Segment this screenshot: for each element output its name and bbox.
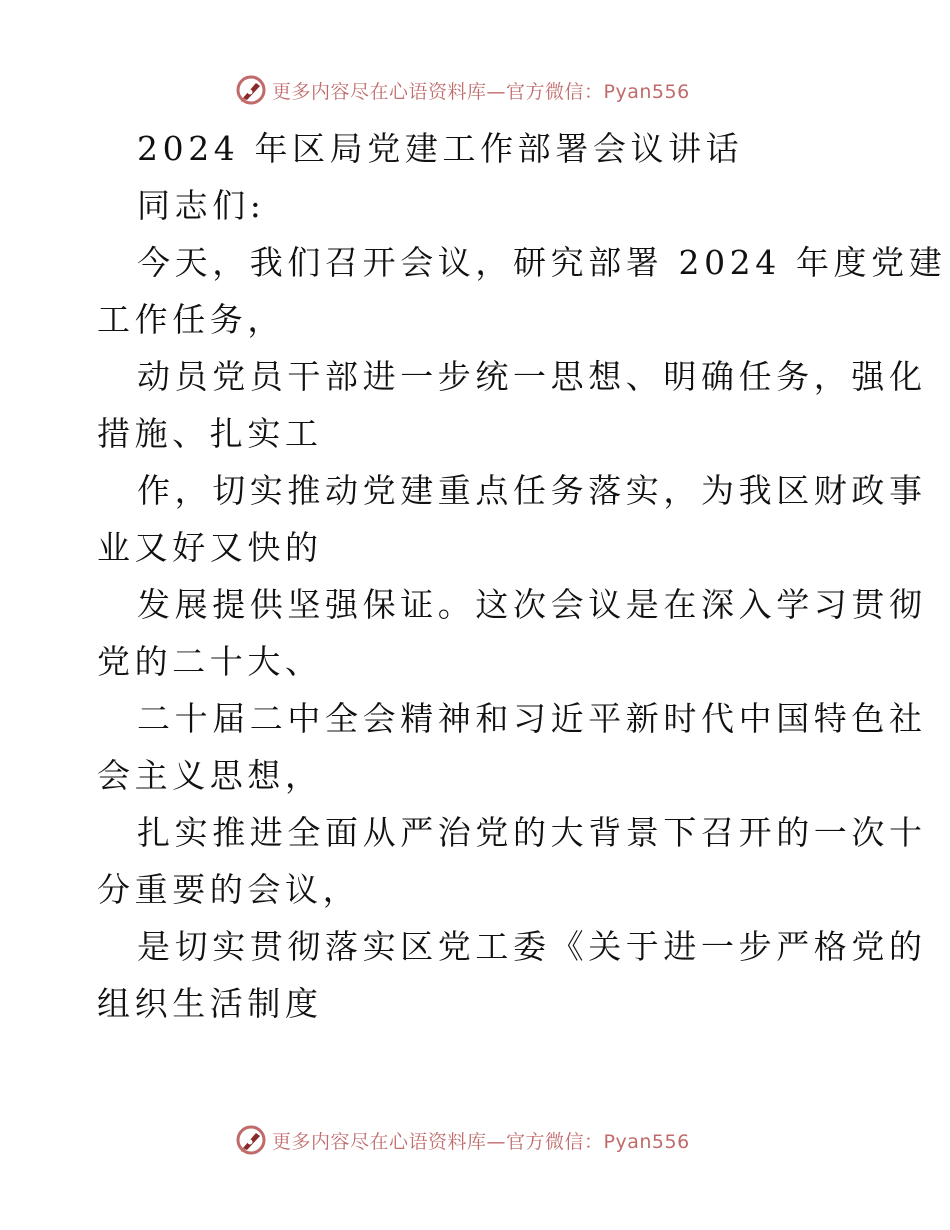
text-line: 组织生活制度 (97, 984, 323, 1023)
pen-logo-icon (234, 1123, 268, 1157)
text-line: 业又好又快的 (97, 528, 323, 567)
text-line: 发展提供坚强保证。这次会议是在深入学习贯彻 (137, 585, 927, 624)
pen-logo-icon (234, 73, 268, 107)
header-watermark (234, 72, 690, 108)
text-line: 动员党员干部进一步统一思想、明确任务，强化 (137, 357, 927, 396)
watermark-text: 更多内容尽在心语资料库—官方微信：Pyan556 (272, 80, 690, 103)
text-line: 是切实贯彻落实区党工委《关于进一步严格党的 (137, 927, 927, 966)
text-line: 分重要的会议， (97, 870, 361, 909)
text-line: 二十届二中全会精神和习近平新时代中国特色社 (137, 699, 927, 738)
text-line: 同志们: (137, 186, 266, 225)
text-line: 扎实推进全面从严治党的大背景下召开的一次十 (137, 813, 927, 852)
watermark-text: 更多内容尽在心语资料库—官方微信：Pyan556 (272, 1130, 690, 1153)
text-line: 会主义思想， (97, 756, 323, 795)
text-line: 作，切实推动党建重点任务落实，为我区财政事 (137, 471, 927, 510)
text-line: 今天，我们召开会议，研究部署 2024 年度党建 (137, 243, 947, 282)
text-line: 党的二十大、 (97, 642, 323, 681)
document-body (97, 120, 947, 1032)
text-line: 工作任务， (97, 300, 285, 339)
text-line: 措施、扎实工 (97, 414, 323, 453)
footer-watermark (234, 1122, 690, 1158)
document-title: 2024 年区局党建工作部署会议讲话 (137, 129, 744, 168)
